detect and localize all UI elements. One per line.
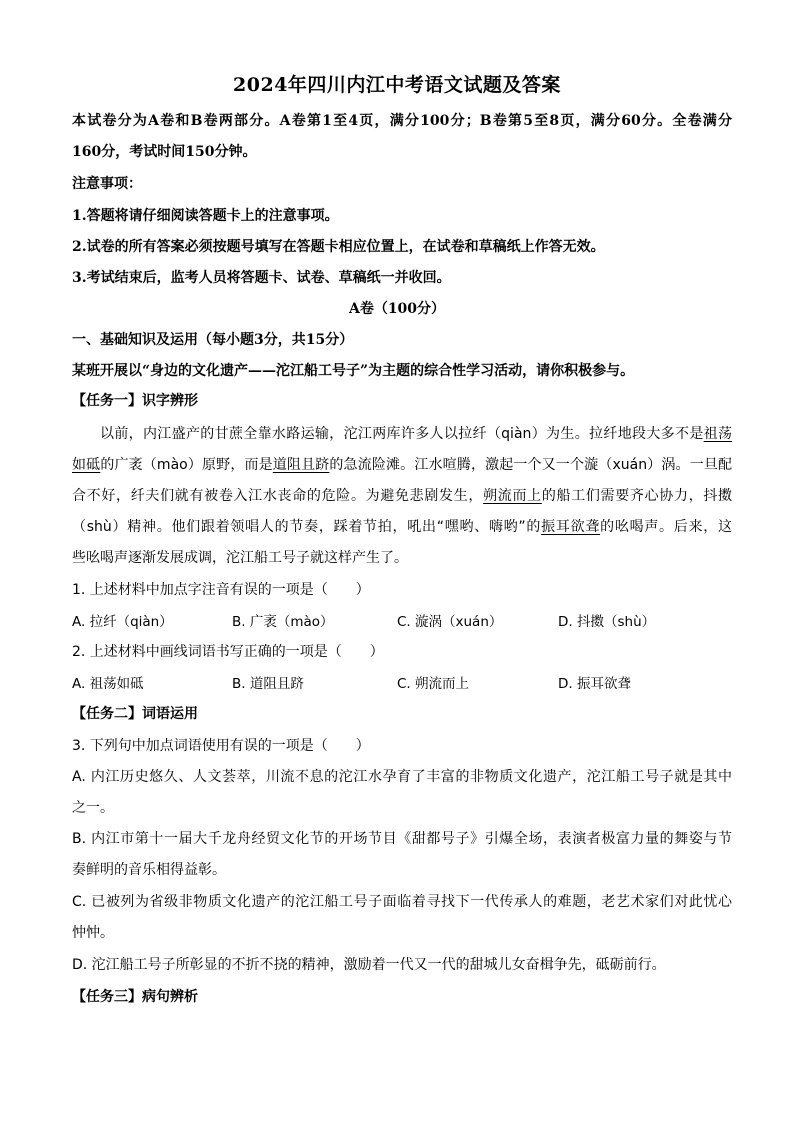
passage-line-4 [72,516,732,536]
question-3-option-c-line-2: 忡忡。 [72,925,114,941]
intro-line-1: 本试卷分为A卷和B卷两部分。A卷第1至4页，满分100分；B卷第5至8页，满分60分。全卷满分 [72,113,732,129]
underlined-word: 如砥 [72,457,101,473]
task3-heading: 【任务三】病句辨析 [72,989,198,1005]
underlined-word: 振耳欲聋 [541,519,601,535]
question-2-stem: 2. 上述材料中画线词语书写正确的一项是（ ） [72,644,384,660]
passage-text: 以前，内江盛产的甘蔗全靠水路运输，沱江两库许多人以拉纤（qiàn）为生。拉纤地段大多不是 [100,426,704,442]
underlined-word: 道阻且跻 [272,457,330,473]
task2-heading: 【任务二】词语运用 [72,706,198,722]
option-c: C. 朔流而上 [397,676,470,692]
part1-heading: 一、基础知识及运用（每小题3分，共15分） [72,332,354,348]
underlined-word: 祖荡 [703,426,732,442]
question-3-option-a-line-1: A. 内江历史悠久、人文荟萃，川流不息的沱江水孕育了丰富的非物质文化遗产，沱江船工号子就是其中 [72,769,732,785]
notice-item-2: 2.试卷的所有答案必须按题号填写在答题卡相应位置上，在试卷和草稿纸上作答无效。 [72,239,605,255]
option-b: B. 道阻且跻 [232,676,304,692]
passage-text: 的急流险滩。江水喧腾，激起一个又一个漩（xuán）涡。一旦配 [329,457,733,473]
task1-heading: 【任务一】识字辨形 [72,393,198,409]
intro-line-2: 160分，考试时间150分钟。 [72,144,257,160]
question-3-option-b-line-1: B. 内江市第十一届大千龙舟经贸文化节的开场节目《甜都号子》引爆全场，表演者极富力量的舞姿与节 [72,831,732,847]
question-3-option-c-line-1: C. 已被列为省级非物质文化遗产的沱江船工号子面临着寻找下一代传承人的难题，老艺术家们对此忧心 [72,894,732,910]
page-title: 2024年四川内江中考语文试题及答案 [233,74,561,96]
passage-text: 的吆喝声。后来，这 [600,519,733,535]
passage-line-2 [72,454,732,474]
notice-item-1: 1.答题将请仔细阅读答题卡上的注意事项。 [72,208,339,224]
question-1-stem: 1. 上述材料中加点字注音有误的一项是（ ） [72,582,370,598]
passage-text: 合不好，纤夫们就有被卷入江水丧命的危险。为避免悲剧发生， [72,488,484,504]
underlined-word: 朔流而上 [483,488,542,504]
passage-line-3 [72,485,732,505]
passage-line-1 [72,423,732,443]
notice-heading: 注意事项： [72,176,142,192]
question-3-stem: 3. 下列句中加点词语使用有误的一项是（ ） [72,738,370,754]
option-a: A. 拉纤（qiàn） [72,614,173,630]
part1-lead: 某班开展以“身边的文化遗产——沱江船工号子”为主题的综合性学习活动，请你积极参与。 [72,363,635,379]
option-c: C. 漩涡（xuán） [397,614,503,630]
question-3-option-a-line-2: 之一。 [72,800,114,816]
option-d: D. 振耳欲聋 [558,676,631,692]
option-d: D. 抖擞（shù） [558,614,656,630]
question-3-option-d: D. 沱江船工号子所彰显的不折不挠的精神，激励着一代又一代的甜城儿女奋楫争先，砥砺前行。 [72,957,666,973]
option-a: A. 祖荡如砥 [72,676,144,692]
notice-item-3: 3.考试结束后，监考人员将答题卡、试卷、草稿纸一并收回。 [72,270,451,286]
passage-line-5: 些吆喝声逐渐发展成调，沱江船工号子就这样产生了。 [72,550,408,566]
question-3-option-b-line-2: 奏鲜明的音乐相得益彰。 [72,862,226,878]
section-a-heading: A卷（100分） [348,301,446,317]
passage-text: 的广袤（mào）原野，而是 [100,457,273,473]
passage-text: 的船工们需要齐心协力，抖擞 [541,488,733,504]
option-b: B. 广袤（mào） [232,614,334,630]
passage-text: （shù）精神。他们跟着领唱人的节奏，踩着节拍，吼出“嘿哟、嗨哟”的 [72,519,542,535]
